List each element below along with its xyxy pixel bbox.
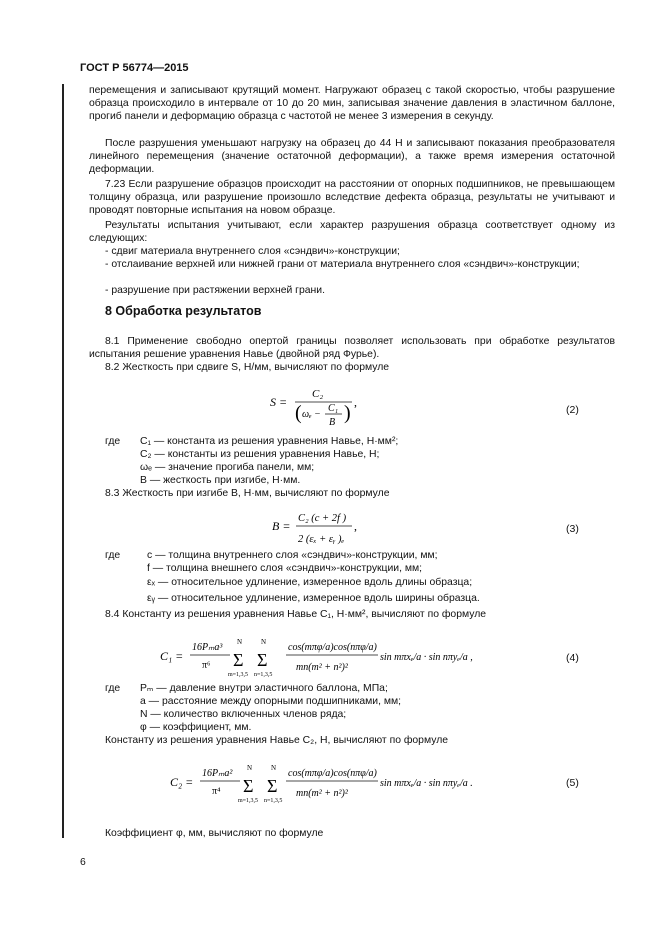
definition: C₁ — константа из решения уравнения Навье, Н·мм²; — [140, 436, 399, 447]
definition: f — толщина внешнего слоя «сэндвич»-конструкции, мм; — [147, 563, 423, 574]
svg-text:): ) — [344, 402, 351, 424]
formula-denominator: mn(m² + n²)² — [296, 662, 348, 673]
list-item: - разрушение при растяжении верхней грани. — [105, 285, 325, 296]
svg-text:Σ: Σ — [233, 650, 244, 670]
svg-text:n=1,3,5: n=1,3,5 — [264, 798, 283, 804]
definition: εᵧ — относительное удлинение, измеренное вдоль ширины образца. — [147, 593, 480, 604]
svg-text:,: , — [354, 519, 357, 533]
list-item: - отслаивание верхней или нижней грани от материала внутреннего слоя «сэндвич»-конструкции; — [105, 259, 580, 270]
svg-text:,: , — [354, 395, 357, 409]
formula-tail: sin mπxₑ/a · sin nπyₑ/a , — [380, 652, 473, 663]
paragraph-phi: Коэффициент φ, мм, вычисляют по формуле — [105, 828, 324, 839]
definition: a — расстояние между опорными подшипниками, мм; — [140, 696, 402, 707]
svg-text:N: N — [237, 638, 243, 646]
definition: B — жесткость при изгибе, Н·мм. — [140, 475, 301, 486]
formula-numerator: C₂ (c + 2f ) — [298, 513, 347, 524]
formula-tail: sin mπxₑ/a · sin nπyₑ/a . — [380, 778, 473, 789]
formula-3 — [272, 508, 372, 552]
paragraph-8-1: 8.1 Применение свободно опертой границы позволяет использовать при обработке результатов испытания решение уравнения Навье (двойной ряд Фурье). — [89, 336, 615, 360]
svg-text:m=1,3,5: m=1,3,5 — [238, 798, 259, 804]
definition: φ — коэффициент, мм. — [140, 722, 252, 733]
formula-lhs: S = — [270, 395, 288, 409]
formula-coefficient: 16Pₘa² — [202, 768, 233, 779]
formula-lhs: C₂ = — [170, 775, 194, 789]
paragraph-residual: После разрушения уменьшают нагрузку на образец до 44 Н и записывают показания преобразователя линейного перемещения (значение остаточной деформации), а также время измерения остаточной деформации. — [89, 138, 615, 175]
paragraph-8-3: 8.3 Жесткость при изгибе B, Н·мм, вычисляют по формуле — [105, 488, 390, 499]
svg-text:Σ: Σ — [267, 776, 278, 796]
formula-denominator: B — [329, 417, 336, 428]
svg-text:Σ: Σ — [257, 650, 268, 670]
change-bar — [62, 84, 64, 838]
formula-numerator: cos(mπφ/a)cos(nπφ/a) — [288, 642, 377, 653]
list-item: - сдвиг материала внутреннего слоя «сэндвич»-конструкции; — [105, 246, 400, 257]
paragraph-8-4: 8.4 Константу из решения уравнения Навье C₁, Н·мм², вычисляют по формуле — [105, 609, 487, 620]
paragraph-c2: Константу из решения уравнения Навье C₂, Н, вычисляют по формуле — [105, 735, 449, 746]
svg-text:m=1,3,5: m=1,3,5 — [228, 672, 249, 678]
paragraph-continued: перемещения и записывают крутящий момент. Нагружают образец с такой скоростью, чтобы разрушение образца происходило в интервале от 10 до 20 мин, записывая значение давления в эластичном баллоне, прогиб панели и деформацию образца с частотой не менее 3 измерения в секунду. — [89, 85, 615, 122]
formula-numerator: C₂ — [312, 388, 324, 400]
definition: ωₑ — значение прогиба панели, мм; — [140, 462, 315, 473]
formula-4 — [160, 630, 480, 682]
formula-number: (2) — [566, 404, 579, 416]
where-label: где — [105, 436, 121, 447]
definition: c — толщина внутреннего слоя «сэндвич»-конструкции, мм; — [147, 550, 438, 561]
formula-number: (3) — [566, 523, 579, 535]
svg-text:π⁶: π⁶ — [202, 660, 211, 671]
formula-numerator: C₁ — [328, 403, 339, 414]
formula-term: ωₑ − — [302, 409, 321, 420]
svg-text:n=1,3,5: n=1,3,5 — [254, 672, 273, 678]
section-title: 8 Обработка результатов — [105, 304, 262, 318]
formula-numerator: cos(mπφ/a)cos(nπφ/a) — [288, 768, 377, 779]
formula-lhs: C₁ = — [160, 649, 184, 663]
paragraph-8-2: 8.2 Жесткость при сдвиге S, Н/мм, вычисляют по формуле — [105, 362, 390, 373]
formula-coefficient: 16Pₘa³ — [192, 642, 223, 653]
where-label: где — [105, 683, 121, 694]
formula-number: (4) — [566, 652, 579, 664]
definition: Pₘ — давление внутри эластичного баллона, МПа; — [140, 683, 388, 694]
svg-text:N: N — [247, 764, 253, 772]
formula-lhs: B = — [272, 519, 291, 533]
formula-number: (5) — [566, 777, 579, 789]
where-label: где — [105, 550, 121, 561]
svg-text:Σ: Σ — [243, 776, 254, 796]
svg-text:N: N — [261, 638, 267, 646]
definition: C₂ — константы из решения уравнения Навье, Н; — [140, 449, 380, 460]
definition: N — количество включенных членов ряда; — [140, 709, 347, 720]
formula-5 — [170, 756, 490, 808]
paragraph-7-23: 7.23 Если разрушение образцов происходит на расстоянии от опорных подшипников, не превышающем толщину образца, или разрушение произошло вследствие дефекта образца, результаты не учитывают и проводят повторные испытания на новом образце. — [89, 179, 615, 216]
svg-text:N: N — [271, 764, 277, 772]
page-number: 6 — [80, 857, 86, 868]
definition: εₓ — относительное удлинение, измеренное вдоль длины образца; — [147, 577, 473, 588]
svg-text:(: ( — [295, 402, 302, 424]
formula-2 — [270, 384, 380, 434]
paragraph-results: Результаты испытания учитывают, если характер разрушения образца соответствует одному из следующих: — [89, 220, 615, 244]
svg-text:π⁴: π⁴ — [212, 786, 221, 797]
formula-denominator: 2 (εₓ + εᵧ )ₑ — [298, 534, 345, 545]
formula-denominator: mn(m² + n²)² — [296, 788, 348, 799]
document-header: ГОСТ Р 56774—2015 — [80, 62, 189, 74]
